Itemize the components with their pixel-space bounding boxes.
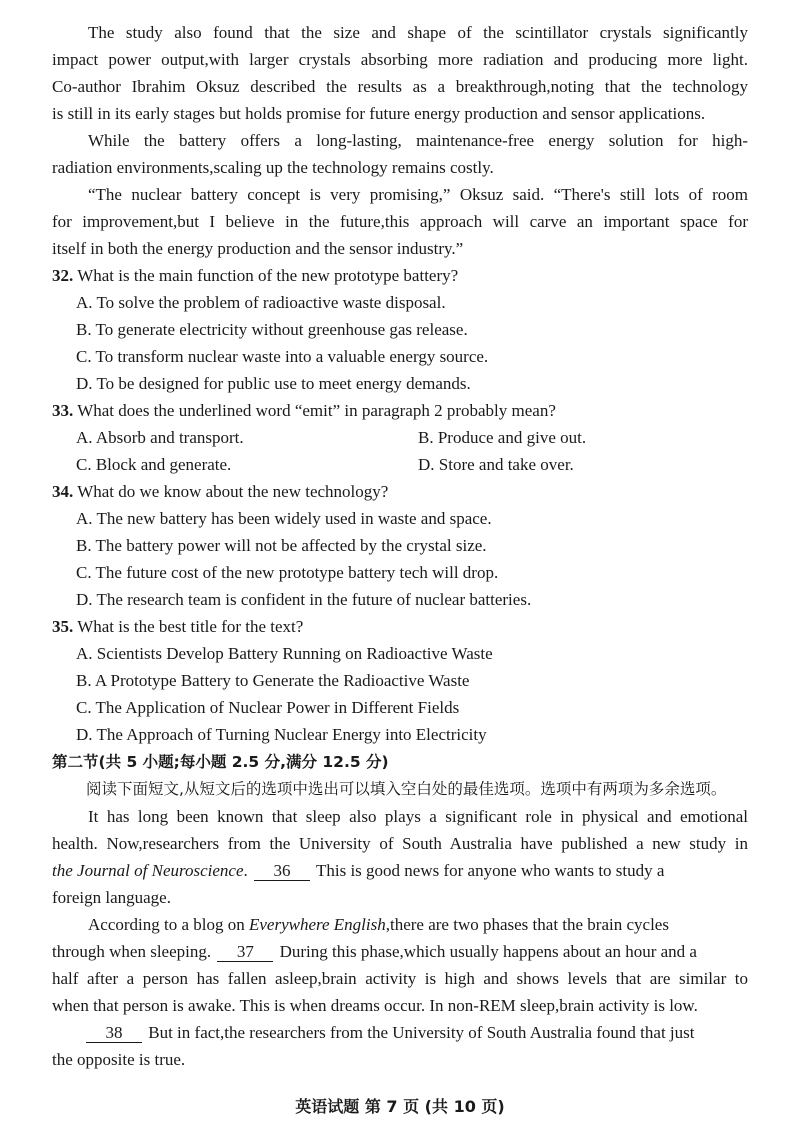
question-32-text: What is the main function of the new prototype battery? <box>77 266 459 285</box>
question-33-option-c: C. Block and generate. <box>76 455 232 474</box>
question-35-text: What is the best title for the text? <box>77 617 304 636</box>
question-33-option-d: D. Store and take over. <box>418 455 574 474</box>
question-32-option-d: D. To be designed for public use to meet energy demands. <box>76 374 471 393</box>
cloze-p2-line2-before: through when sleeping. <box>52 942 212 961</box>
question-34-option-d: D. The research team is confident in the future of nuclear batteries. <box>76 590 532 609</box>
question-34-option-c: C. The future cost of the new prototype battery tech will drop. <box>76 563 499 582</box>
passage-p1-line4: is still in its early stages but holds promise for future energy production and sensor applications. <box>52 104 706 123</box>
question-34-number: 34. <box>52 482 74 501</box>
section-2-heading: 第二节(共 5 小题;每小题 2.5 分,满分 12.5 分) <box>52 753 389 771</box>
question-33-option-a: A. Absorb and transport. <box>76 428 244 447</box>
passage-p2-line1: While the battery offers a long-lasting, maintenance-free energy solution for high- <box>88 131 748 150</box>
blank-38[interactable]: 38 <box>86 1024 142 1043</box>
passage-p1-line3: Co-author Ibrahim Oksuz described the results as a breakthrough,noting that the technology <box>52 77 748 96</box>
question-33-option-b: B. Produce and give out. <box>418 428 587 447</box>
question-34-option-a: A. The new battery has been widely used in waste and space. <box>76 509 492 528</box>
passage-p1-line1: The study also found that the size and shape of the scintillator crystals significantly <box>88 23 748 42</box>
question-32-stem <box>52 265 748 287</box>
question-35-option-b: B. A Prototype Battery to Generate the Radioactive Waste <box>76 671 470 690</box>
passage-p2-line2: radiation environments,scaling up the technology remains costly. <box>52 158 494 177</box>
question-35-option-a: A. Scientists Develop Battery Running on Radioactive Waste <box>76 644 493 663</box>
question-35-option-d: D. The Approach of Turning Nuclear Energy into Electricity <box>76 725 487 744</box>
cloze-p2-line1-before: According to a blog on <box>88 915 249 934</box>
question-35-option-c: C. The Application of Nuclear Power in Different Fields <box>76 698 460 717</box>
passage-p3-line2: for improvement,but I believe in the future,this approach will carve an important space for <box>52 212 748 231</box>
page-footer: 英语试题 第 7 页 (共 10 页) <box>295 1097 505 1116</box>
section-2-instruction: 阅读下面短文,从短文后的选项中选出可以填入空白处的最佳选项。选项中有两项为多余选项。 <box>86 780 727 798</box>
cloze-p1-line2: health. Now,researchers from the University of South Australia have published a new study in <box>52 834 748 853</box>
cloze-p2-line2 <box>52 941 748 963</box>
question-32-option-a: A. To solve the problem of radioactive waste disposal. <box>76 293 446 312</box>
question-32-number: 32. <box>52 266 74 285</box>
cloze-p2-line4: when that person is awake. This is when dreams occur. In non-REM sleep,brain activity is low. <box>52 996 698 1015</box>
journal-period: . <box>243 861 248 880</box>
cloze-p1-line1: It has long been known that sleep also plays a significant role in physical and emotional <box>88 807 748 826</box>
blog-name: Everywhere English <box>249 915 386 934</box>
cloze-p1-line3-text: This is good news for anyone who wants to study a <box>315 861 665 880</box>
cloze-p1-line4: foreign language. <box>52 888 171 907</box>
blank-36[interactable]: 36 <box>254 862 310 881</box>
journal-name: the Journal of Neuroscience <box>52 861 244 880</box>
passage-p1-line2: impact power output,with larger crystals absorbing more radiation and producing more light. <box>52 50 748 69</box>
question-33-text-before: What does the underlined word “ <box>77 401 303 420</box>
question-34-text: What do we know about the new technology? <box>77 482 389 501</box>
cloze-p2-line1-after: ,there are two phases that the brain cycles <box>385 915 669 934</box>
question-33-text-after: ” in paragraph 2 probably mean? <box>332 401 556 420</box>
cloze-p3-line1-text: But in fact,the researchers from the University of South Australia found that just <box>148 1023 695 1042</box>
question-34-stem <box>52 481 748 503</box>
cloze-p3-line2: the opposite is true. <box>52 1050 186 1069</box>
cloze-p2-line3: half after a person has fallen asleep,brain activity is high and shows levels that are similar to <box>52 969 748 988</box>
question-34-option-b: B. The battery power will not be affected by the crystal size. <box>76 536 487 555</box>
cloze-p2-line2-after: During this phase,which usually happens about an hour and a <box>279 942 697 961</box>
question-35-stem <box>52 616 748 638</box>
cloze-p1-line3 <box>52 860 748 882</box>
blank-37[interactable]: 37 <box>217 943 273 962</box>
question-32-option-c: C. To transform nuclear waste into a valuable energy source. <box>76 347 489 366</box>
cloze-p2-line1 <box>88 914 748 936</box>
question-32-option-b: B. To generate electricity without greenhouse gas release. <box>76 320 468 339</box>
question-35-number: 35. <box>52 617 74 636</box>
question-33-word: emit <box>302 401 333 420</box>
passage-p3-line1: “The nuclear battery concept is very promising,” Oksuz said. “There's still lots of room <box>88 185 748 204</box>
question-33-stem <box>52 400 748 422</box>
question-33-number: 33. <box>52 401 74 420</box>
passage-p3-line3: itself in both the energy production and the sensor industry.” <box>52 239 464 258</box>
cloze-p3-line1 <box>84 1022 748 1044</box>
